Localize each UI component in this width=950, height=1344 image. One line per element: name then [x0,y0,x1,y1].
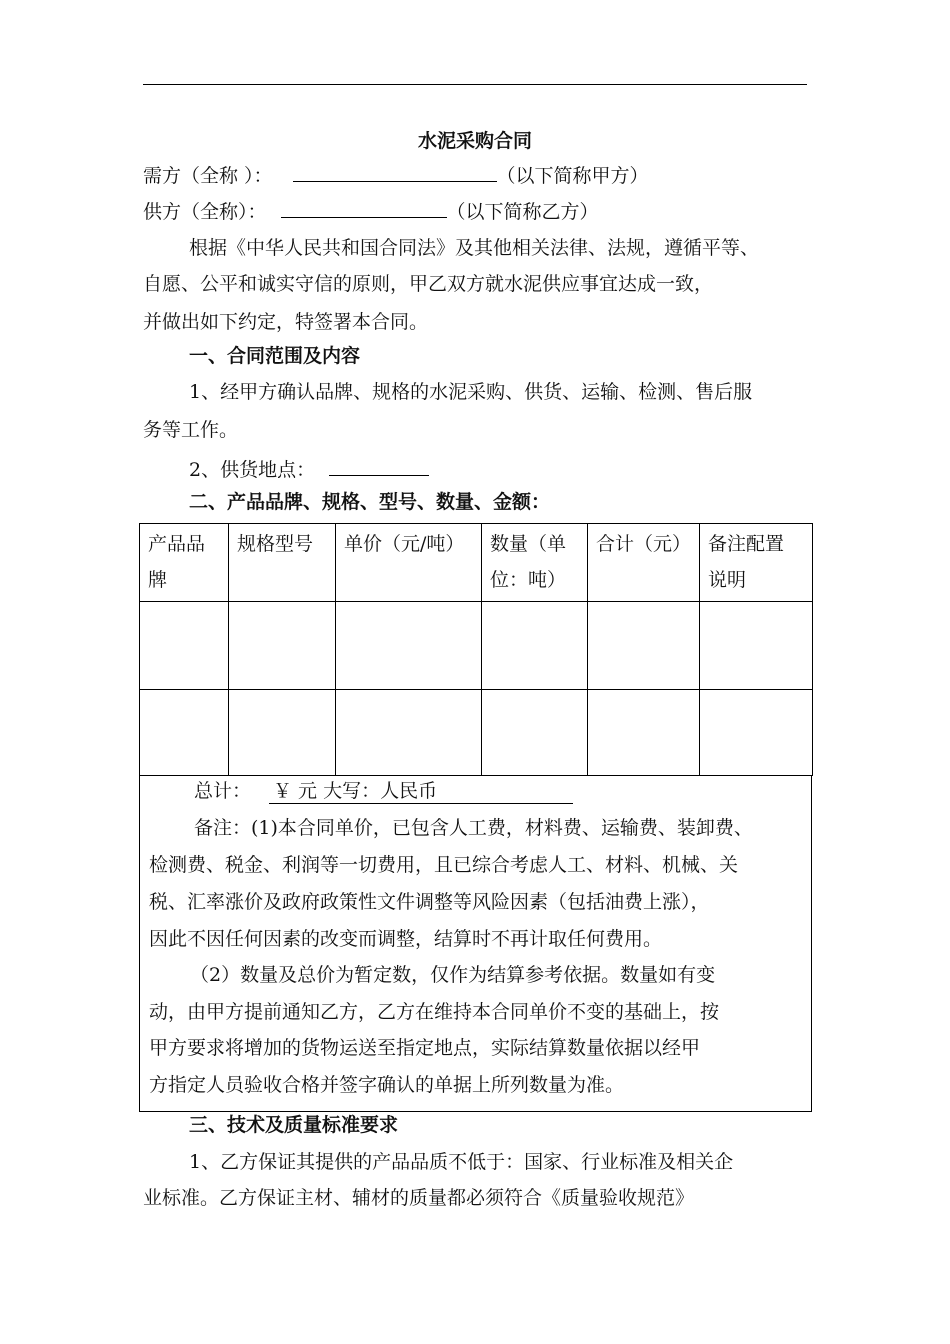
table-cell[interactable] [700,602,813,690]
supplier-line [143,197,599,224]
supplier-suffix: （以下简称乙方） [446,201,599,223]
table-cell[interactable] [588,602,700,690]
buyer-suffix: （以下简称甲方） [496,165,649,187]
supplier-label: 供方（全称）： [143,201,267,223]
remarks1-line4: 因此不因任何因素的改变而调整，结算时不再计取任何费用。 [149,928,663,950]
table-cell[interactable] [482,602,588,690]
section3-item1-line2: 业标准。乙方保证主材、辅材的质量都必须符合《质量验收规范》 [143,1187,695,1209]
header-quantity: 数量（单 位：吨） [482,524,588,602]
table-row [140,690,813,776]
remarks2-line2: 动，由甲方提前通知乙方，乙方在维持本合同单价不变的基础上，按 [149,1001,720,1023]
header-subtotal: 合计（元） [588,524,700,602]
table-cell[interactable] [336,602,482,690]
table-cell[interactable] [229,690,336,776]
product-table [139,523,813,776]
section3-item1-line1: 1、乙方保证其提供的产品品质不低于：国家、行业标准及相关企 [189,1151,734,1173]
intro-line-1: 根据《中华人民共和国合同法》及其他相关法律、法规，遵循平等、 [189,237,760,259]
table-cell[interactable] [229,602,336,690]
total-line [194,779,573,804]
total-value[interactable]: ￥ 元 大写：人民币 [269,779,573,804]
delivery-location-label: 2、供货地点： [189,459,316,481]
remarks1-line3: 税、汇率涨价及政府政策性文件调整等风险因素（包括油费上涨）， [149,891,710,913]
table-cell[interactable] [140,602,229,690]
intro-line-3: 并做出如下约定，特签署本合同。 [143,311,429,333]
buyer-label: 需方（全称 ）： [143,165,273,187]
header-brand: 产品品 牌 [140,524,229,602]
table-cell[interactable] [588,690,700,776]
header-spec: 规格型号 [229,524,336,602]
section1-heading: 一、合同范围及内容 [189,345,361,367]
remarks2-line1: （2）数量及总价为暂定数，仅作为结算参考依据。数量如有变 [190,964,716,986]
buyer-line [143,161,649,188]
section2-heading: 二、产品品牌、规格、型号、数量、金额： [189,491,551,513]
remarks2-line3: 甲方要求将增加的货物运送至指定地点，实际结算数量依据以经甲 [149,1037,701,1059]
document-title: 水泥采购合同 [417,130,532,152]
delivery-location-blank[interactable] [329,455,429,476]
table-row [140,602,813,690]
total-label: 总计： [194,780,252,802]
section1-item1-line1: 1、经甲方确认品牌、规格的水泥采购、供货、运输、检测、售后服 [189,381,753,403]
remarks-box [139,775,812,1112]
supplier-name-blank[interactable] [281,197,447,218]
table-cell[interactable] [700,690,813,776]
table-cell[interactable] [140,690,229,776]
table-cell[interactable] [482,690,588,776]
header-unit-price: 单价（元/吨） [336,524,482,602]
header-notes: 备注配置 说明 [700,524,813,602]
remarks1-line2: 检测费、税金、利润等一切费用，且已综合考虑人工、材料、机械、关 [149,854,739,876]
header-rule [143,84,807,85]
delivery-location-line [189,455,429,482]
buyer-name-blank[interactable] [293,161,497,182]
intro-line-2: 自愿、公平和诚实守信的原则，甲乙双方就水泥供应事宜达成一致， [143,273,714,295]
table-header-row [140,524,813,602]
section1-item1-line2: 务等工作。 [143,419,239,441]
remarks2-line4: 方指定人员验收合格并签字确认的单据上所列数量为准。 [149,1074,625,1096]
remarks1-line1: 备注：(1)本合同单价，已包含人工费，材料费、运输费、装卸费、 [194,817,753,839]
table-cell[interactable] [336,690,482,776]
section3-heading: 三、技术及质量标准要求 [189,1114,399,1136]
